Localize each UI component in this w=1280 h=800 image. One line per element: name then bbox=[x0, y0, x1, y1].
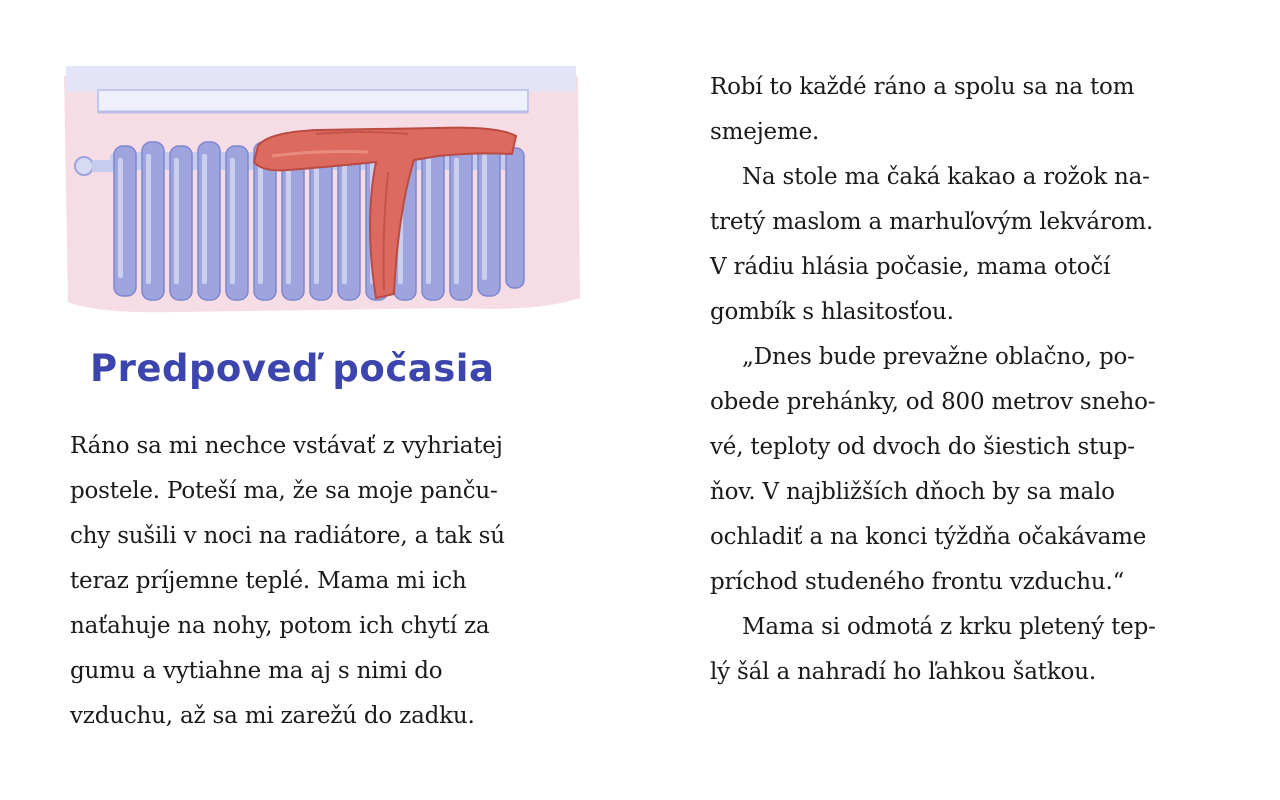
text-line: ňov. V najbližších dňoch by sa malo bbox=[710, 479, 1115, 505]
text-line: vzduchu, až sa mi zarežú do zadku. bbox=[70, 703, 475, 729]
text-line: príchod studeného frontu vzduchu.“ bbox=[710, 569, 1125, 595]
radiator-with-socks-icon bbox=[58, 62, 584, 318]
text-line: naťahuje na nohy, potom ich chytí za bbox=[70, 613, 490, 639]
right-text-column bbox=[710, 65, 1230, 695]
text-line: postele. Poteší ma, že sa moje panču- bbox=[70, 478, 498, 504]
page-title: Predpoveď počasia bbox=[90, 347, 495, 390]
text-line: Na stole ma čaká kakao a rožok na- bbox=[742, 164, 1150, 190]
text-line: V rádiu hlásia počasie, mama otočí bbox=[710, 254, 1111, 280]
text-line: „Dnes bude prevažne oblačno, po- bbox=[742, 344, 1135, 370]
text-line: tretý maslom a marhuľovým lekvárom. bbox=[710, 209, 1154, 235]
text-line: smejeme. bbox=[710, 119, 820, 145]
text-line: teraz príjemne teplé. Mama mi ich bbox=[70, 568, 467, 594]
text-line: obede prehánky, od 800 metrov sneho- bbox=[710, 389, 1156, 415]
text-line: ochladiť a na konci týždňa očakávame bbox=[710, 524, 1147, 550]
text-line: Mama si odmotá z krku pletený tep- bbox=[742, 614, 1156, 640]
text-line: Robí to každé ráno a spolu sa na tom bbox=[710, 74, 1135, 100]
text-line: vé, teploty od dvoch do šiestich stup- bbox=[710, 434, 1135, 460]
text-line: Ráno sa mi nechce vstávať z vyhriatej bbox=[70, 433, 503, 459]
text-line: chy sušili v noci na radiátore, a tak sú bbox=[70, 523, 505, 549]
left-text-column bbox=[70, 424, 570, 739]
text-line: lý šál a nahradí ho ľahkou šatkou. bbox=[710, 659, 1096, 685]
right-page bbox=[640, 0, 1280, 800]
text-line: gombík s hlasitosťou. bbox=[710, 299, 954, 325]
text-line: gumu a vytiahne ma aj s nimi do bbox=[70, 658, 443, 684]
